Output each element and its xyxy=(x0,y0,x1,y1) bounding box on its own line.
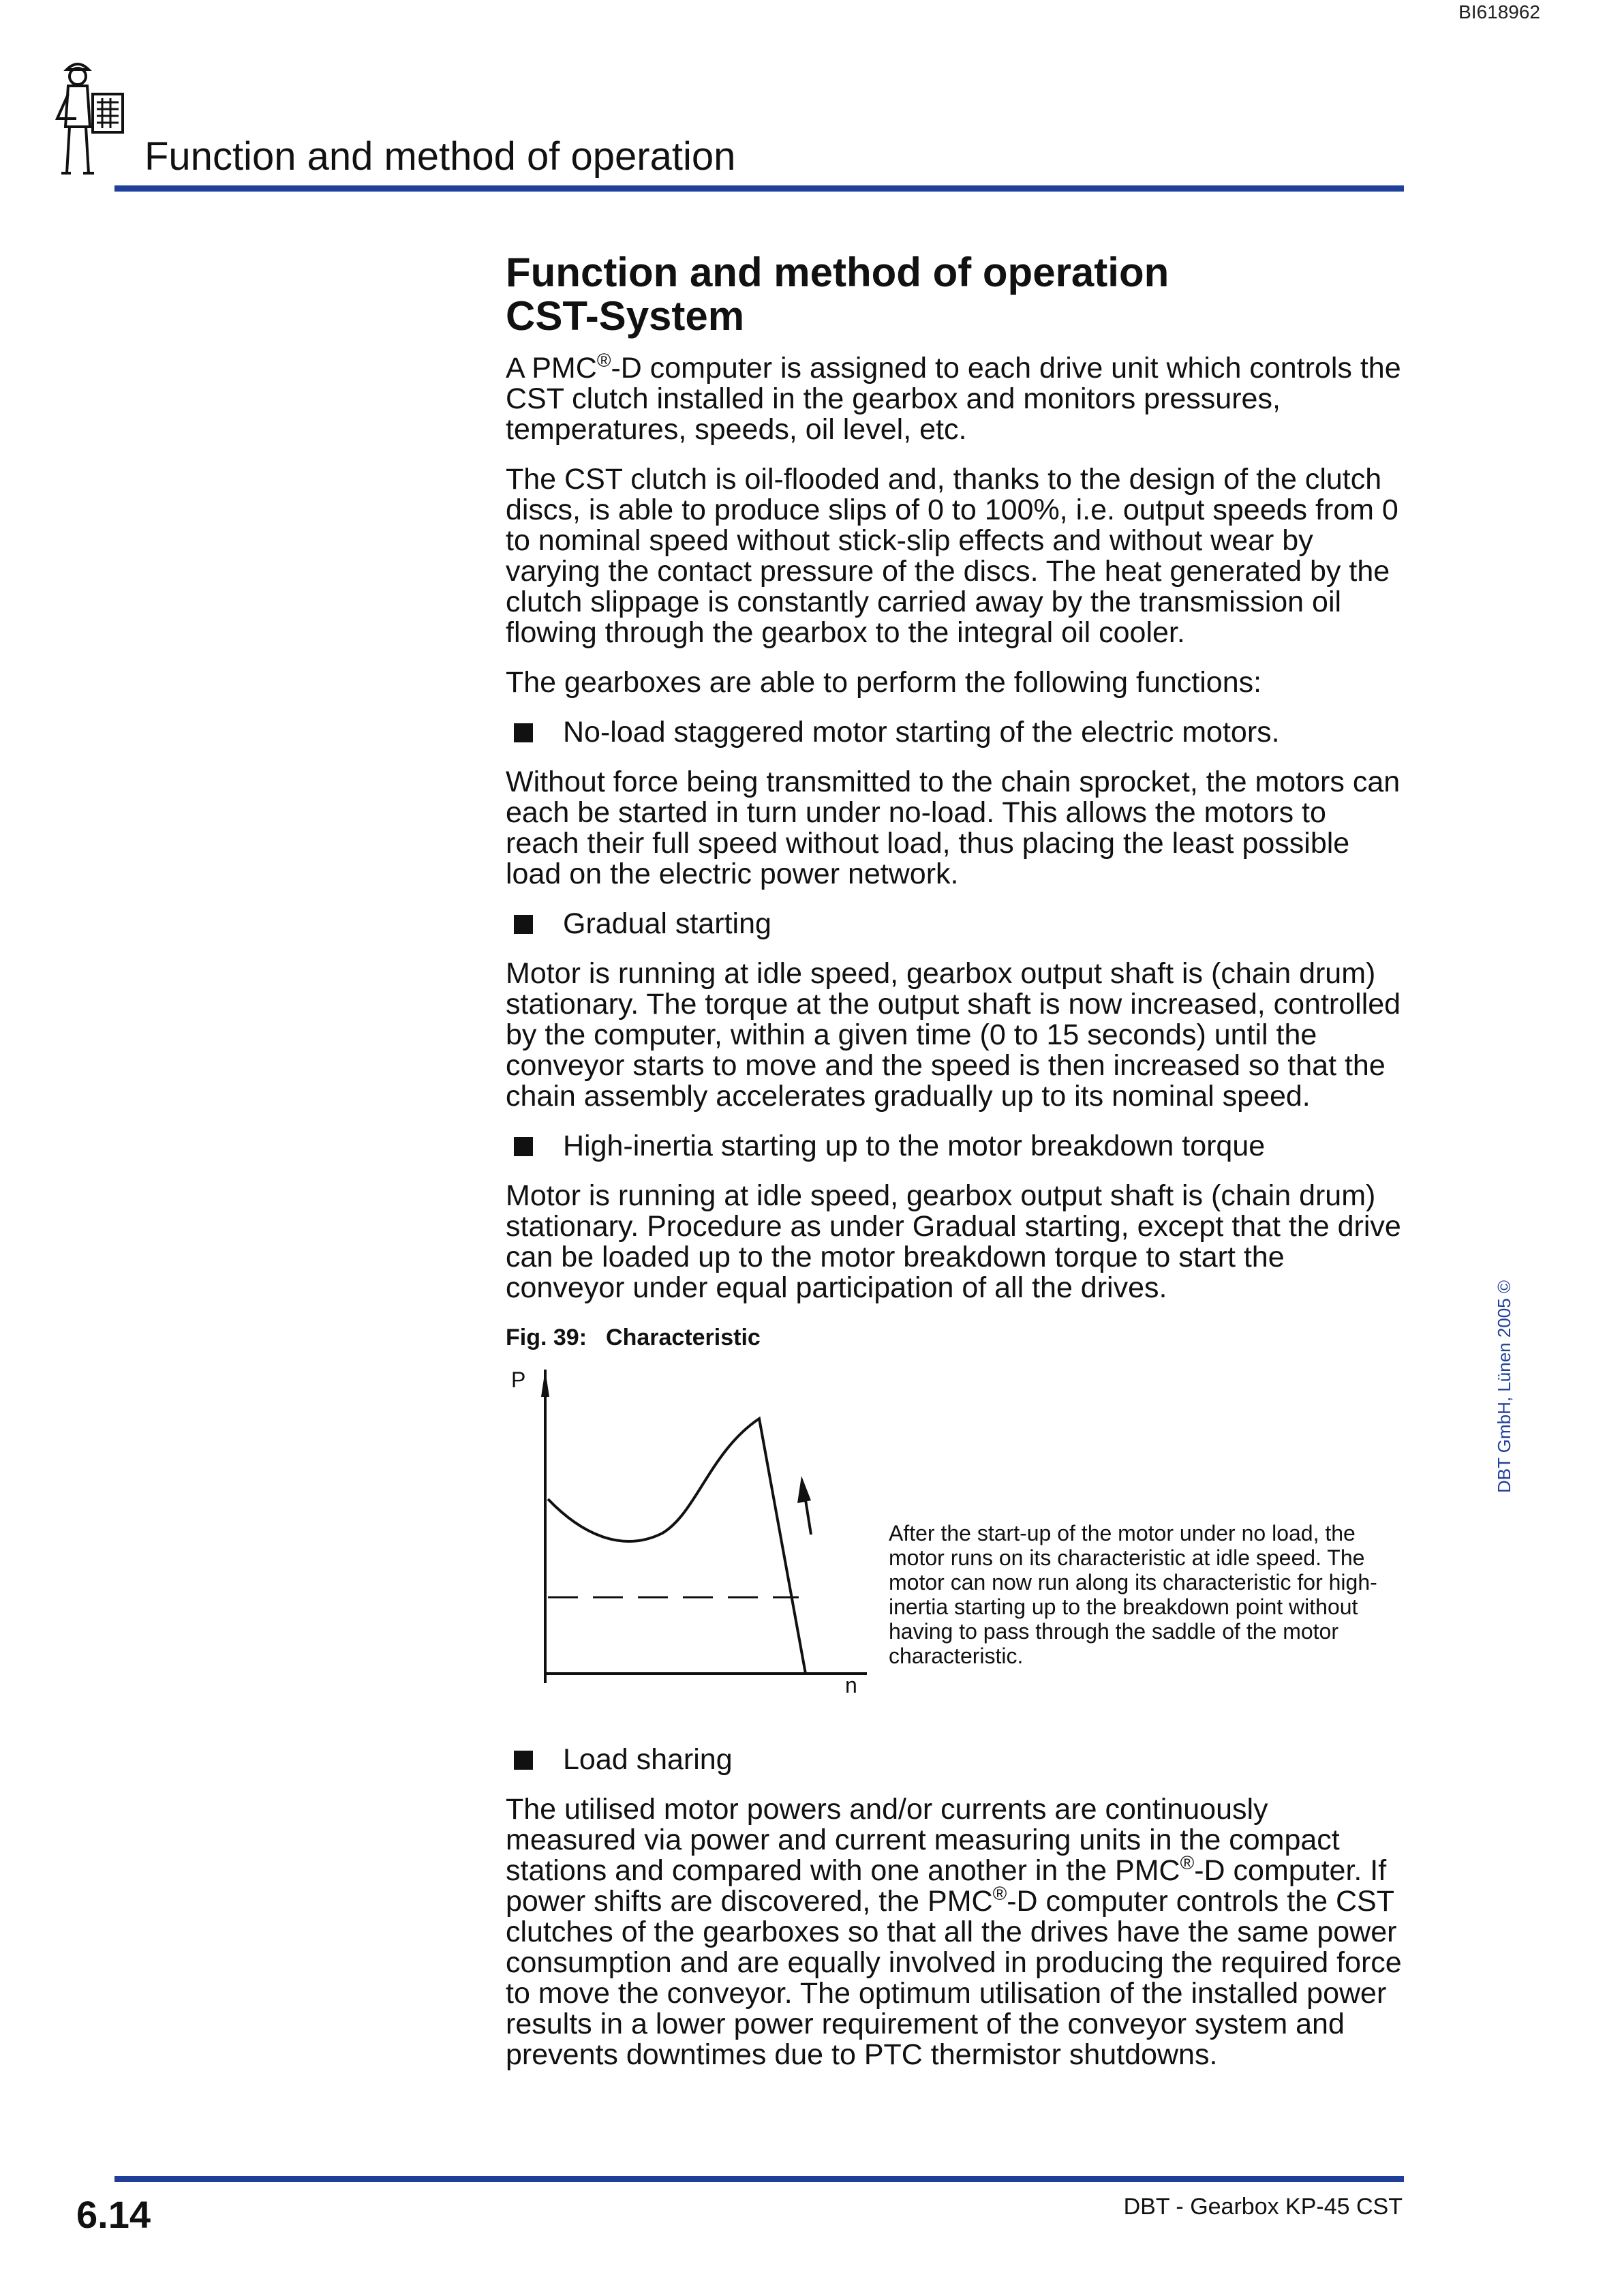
bullet-load-sharing: Load sharing xyxy=(506,1744,1405,1775)
clutch-paragraph: The CST clutch is oil-flooded and, thanks to the design of the clutch discs, is able to produce slips of 0 to 100%, i.e. output speeds from 0 to nominal speed without stick-slip effects and without wear by varying the contact pressure of the discs. The heat generated by the clutch slippage is constantly carried away by the transmission oil flowing through the gearbox to the integral oil cooler. xyxy=(506,463,1398,649)
bullet-square-icon xyxy=(514,1137,533,1156)
breakdown-direction-arrowhead-icon xyxy=(797,1476,811,1503)
figure-caption xyxy=(506,1323,1405,1353)
bullet-high-inertia-starting: High-inertia starting up to the motor breakdown torque xyxy=(506,1131,1405,1162)
motor-characteristic-curve xyxy=(548,1419,806,1674)
heading-line-1: Function and method of operation xyxy=(506,250,1169,295)
bullet-square-icon xyxy=(514,915,533,934)
intro-paragraph: A PMC®-D computer is assigned to each drive unit which controls the CST clutch installed in the gearbox and monitors pressures, temperatures, speeds, oil level, etc. xyxy=(506,350,1401,446)
y-axis-arrow-icon xyxy=(541,1370,549,1397)
functions-intro: The gearboxes are able to perform the following functions: xyxy=(506,666,1262,699)
copyright-sidebar xyxy=(1494,1261,1535,1493)
characteristic-figure xyxy=(506,1363,1405,1717)
bullet-no-load-starting: No-load staggered motor starting of the electric motors. xyxy=(506,717,1405,748)
worker-with-manual-icon xyxy=(50,53,132,183)
main-content xyxy=(506,251,1405,2089)
footer-title: DBT - Gearbox KP-45 CST xyxy=(1123,2194,1403,2220)
figure-number: Fig. 39: xyxy=(506,1325,587,1350)
heading-line-2: CST-System xyxy=(506,293,745,339)
copyright-text: DBT GmbH, Lünen 2005 © xyxy=(1494,1280,1514,1493)
header-rule xyxy=(114,185,1404,192)
figure-title: Characteristic xyxy=(606,1325,761,1350)
y-axis-label: P xyxy=(511,1368,526,1392)
page-number: 6.14 xyxy=(76,2193,151,2236)
footer-rule xyxy=(114,2176,1404,2182)
characteristic-diagram xyxy=(506,1363,887,1717)
bullet-square-icon xyxy=(514,723,533,742)
gradual-paragraph: Motor is running at idle speed, gearbox output shaft is (chain drum) stationary. The torque at the output shaft is now increased, controlled by the computer, within a given time (0 to 15 seconds) until the conveyor starts to move and the speed is then increased so that the chain assembly accelerates gradually up to its nominal speed. xyxy=(506,957,1401,1113)
section-heading xyxy=(506,251,1405,338)
figure-description: After the start-up of the motor under no load, the motor runs on its characteristic at idle speed. The motor can now run along its characteristic for high-inertia starting up to the breakdown point without having to pass through the saddle of the motor characteristic. xyxy=(889,1521,1377,1668)
document-id: BI618962 xyxy=(1458,1,1540,22)
bullet-square-icon xyxy=(514,1751,533,1770)
high-inertia-paragraph: Motor is running at idle speed, gearbox output shaft is (chain drum) stationary. Procedure as under Gradual starting, except that the drive can be loaded up to the motor breakdown torque to start the conveyor under equal participation of all the drives. xyxy=(506,1179,1401,1304)
x-axis-label: n xyxy=(845,1673,857,1697)
no-load-paragraph: Without force being transmitted to the chain sprocket, the motors can each be started in turn under no-load. This allows the motors to reach their full speed without load, thus placing the least possible load on the electric power network. xyxy=(506,766,1401,890)
bullet-gradual-starting: Gradual starting xyxy=(506,909,1405,939)
load-sharing-paragraph: The utilised motor powers and/or currents are continuously measured via power and current measuring units in the compact stations and compared with one another in the PMC®-D computer. If power shifts are discovered, the PMC®-D computer controls the CST clutches of the gearboxes so that all the drives have the same power consumption and are equally involved in producing the required force to move the conveyor. The optimum utilisation of the installed power results in a lower power requirement of the conveyor system and prevents downtimes due to PTC thermistor shutdowns. xyxy=(506,1793,1402,2071)
header-title: Function and method of operation xyxy=(144,134,736,179)
